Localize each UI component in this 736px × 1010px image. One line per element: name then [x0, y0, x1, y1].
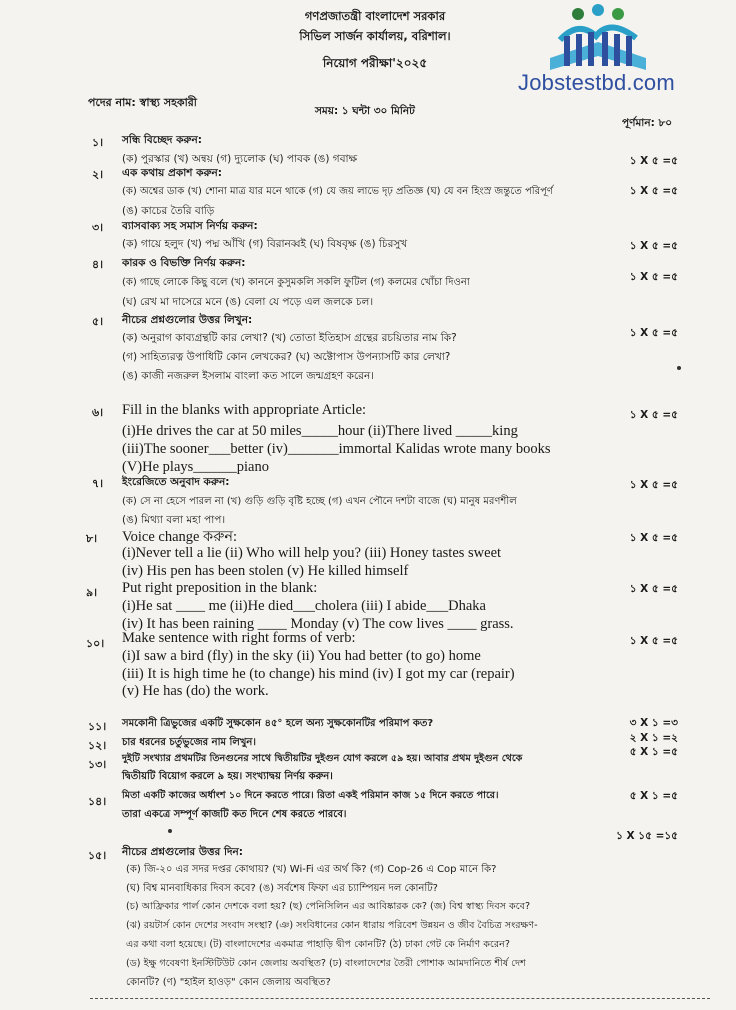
question-marks: ১ X ৫ =৫: [629, 185, 678, 197]
question-marks: ১ X ৫ =৫: [629, 240, 678, 252]
question-line: (ঙ) কাজী নজরুল ইসলাম বাংলা কত সালে জন্মগ্রহণ করেন।: [122, 370, 374, 382]
question-line: (iii) It is high time he (to change) his mind (iv) I got my car (repair): [122, 666, 515, 682]
question-number: ৫।: [92, 315, 104, 328]
question-number: ৭।: [92, 477, 104, 490]
header-govt: গণপ্রজাতন্ত্রী বাংলাদেশ সরকার: [304, 9, 446, 23]
question-number: ৬।: [92, 406, 104, 419]
question-number: ৪।: [92, 258, 104, 271]
question-title: ব্যাসবাক্য সহ সমাস নির্ণয় করুন:: [122, 220, 258, 232]
full-marks: পূর্ণমান: ৮০: [622, 117, 673, 129]
stray-mark: [677, 366, 681, 370]
question-number: ১৪।: [88, 795, 107, 808]
post-name: পদের নাম: স্বাস্থ্য সহকারী: [88, 96, 197, 109]
question-line: দ্বিতীয়টি বিয়োগ করলে ৯ হয়। সংখ্যাদ্বয় নির্ণয় করুন।: [122, 771, 333, 782]
question-line: কোনটি? (ণ) "হাইল হাওড়" কোন জেলায় অবস্থিত?: [126, 977, 331, 988]
question-marks: ১ X ৫ =৫: [629, 327, 678, 339]
question-title: নীচের প্রশ্নগুলোর উত্তর দিন:: [122, 846, 243, 858]
question-line: (ক) জি-২০ এর সদর দপ্তর কোথায়? (খ) Wi-Fi এর অর্থ কি? (গ) Cop-26 এ Cop মানে কি?: [126, 864, 497, 875]
question-marks: ১ X ৫ =৫: [629, 635, 678, 647]
question-marks: ১ X ১৫ =১৫: [616, 830, 678, 842]
question-line: (ঙ) কাচের তৈরি বাড়ি: [122, 205, 215, 217]
question-marks: ২ X ১ =২: [629, 732, 678, 744]
question-title: মিতা একটি কাজের অর্ধাংশ ১০ দিনে করতে পারে। রিতা একই পরিমান কাজ ১৫ দিনে করতে পারে।: [122, 790, 499, 801]
question-line: (ঝ) রয়টার্স কোন দেশের সংবাদ সংস্থা? (ঞ) সংবিধানের কোন ধারায় পরিবেশ উন্নয়ন ও জীব বৈচিত্র সংরক্ষণ-: [126, 920, 538, 931]
question-title: Make sentence with right forms of verb:: [122, 630, 356, 646]
question-line: (ঘ) রেখ মা দাসেরে মনে (ঙ) বেলা যে পড়ে এল জলকে চল।: [122, 296, 374, 308]
question-title: এক কথায় প্রকাশ করুন:: [122, 167, 222, 179]
question-title: নীচের প্রশ্নগুলোর উত্তর লিখুন:: [122, 314, 253, 326]
question-line: (ক) গায়ে হলুদ (খ) পদ্ম আঁখি (গ) বিরানব্বই (ঘ) বিষবৃক্ষ (ঙ) চিরসুখ: [122, 238, 408, 250]
question-marks: ১ X ৫ =৫: [629, 583, 678, 595]
question-marks: ১ X ৫ =৫: [629, 532, 678, 544]
question-line: (i)He sat ____ me (ii)He died___cholera (iii) I abide___Dhaka: [122, 598, 486, 614]
question-line: (i)I saw a bird (fly) in the sky (ii) You had better (to go) home: [122, 648, 481, 664]
question-number: ১৫।: [88, 849, 107, 862]
question-title: Put right preposition in the blank:: [122, 580, 318, 596]
question-number: ২।: [92, 168, 104, 181]
question-title: সমকোনী ত্রিভুজের একটি সুক্ষকোন ৪৫° হলে অন্য সুক্ষকোনটির পরিমাপ কত?: [122, 718, 434, 729]
exam-time: সময়: ১ ঘন্টা ৩০ মিনিট: [315, 105, 415, 117]
question-number: ১০।: [86, 637, 105, 650]
exam-title: নিয়োগ পরীক্ষা'২০২৫: [322, 56, 428, 70]
stray-mark: [168, 829, 172, 833]
question-line: (ক) পুরস্কার (খ) অন্বয় (গ) দ্যুলোক (ঘ) পাবক (ঙ) গবাক্ষ: [122, 153, 358, 165]
question-title: কারক ও বিভক্তি নির্ণয় করুন:: [122, 257, 246, 269]
question-number: ১১।: [88, 720, 107, 733]
question-line: (i)He drives the car at 50 miles_____hour (ii)There lived _____king: [122, 423, 518, 439]
header-office: সিভিল সার্জন কার্যালয়, বরিশাল।: [299, 29, 451, 43]
question-line: (iii)The sooner___better (iv)_______immortal Kalidas wrote many books: [122, 441, 551, 457]
question-line: এর কথা বলা হয়েছে। (ট) বাংলাদেশের একমাত্র পাহাড়ি দ্বীপ কোনটি? (ঠ) ঢাকা গেট কে নির্মাণ করেন?: [126, 939, 510, 950]
question-title: দুইটি সংখ্যার প্রথমটির তিনগুনের সাথে দ্বিতীয়টির দুইগুন যোগ করলে ৫৯ হয়। আবার প্রথম দুইগুন থেকে: [122, 753, 523, 764]
question-marks: ৫ X ১ =৫: [629, 746, 678, 758]
question-title: চার ধরনের চর্তুভুজের নাম লিখুন।: [122, 737, 256, 748]
question-number: ১২।: [88, 739, 107, 752]
question-line: (ঘ) বিশ্ব মানবাধিকার দিবস কবে? (ঙ) সর্বশেষ ফিফা এর চ্যাম্পিয়ন দল কোনটি?: [126, 883, 438, 894]
question-line: (i)Never tell a lie (ii) Who will help you? (iii) Honey tastes sweet: [122, 545, 502, 561]
question-line: (চ) আফ্রিকার পার্ল কোন দেশকে বলা হয়? (ছ) পেনিসিলিন এর আবিষ্কারক কে? (জ) বিশ্ব স্বাস্থ্য দিবস কবে?: [126, 901, 531, 912]
question-number: ৩।: [92, 221, 104, 234]
question-title: সন্ধি বিচ্ছেদ করুন:: [122, 134, 202, 146]
bottom-divider: [90, 998, 710, 999]
question-line: (iv) His pen has been stolen (v) He killed himself: [122, 563, 409, 579]
question-line: তারা একত্রে সম্পূর্ণ কাজটি কত দিনে শেষ করতে পারবে।: [122, 809, 347, 820]
question-line: (ক) সে না হেসে পারল না (খ) গুড়ি গুড়ি বৃষ্টি হচ্ছে (গ) এখন পৌনে দশটা বাজে (ঘ) মানুষ মরণশীল: [122, 496, 517, 507]
question-number: ৯।: [86, 586, 98, 599]
question-line: (ড) ইক্ষু গবেষণা ইনস্টিটিউট কোন জেলায় অবস্থিত? (ঢ) বাংলাদেশের তৈরী পোশাক আমদানিতে শীর্ষ দেশ: [126, 958, 526, 969]
question-line: (V)He plays______piano: [122, 459, 269, 475]
question-title: Fill in the blanks with appropriate Article:: [122, 402, 367, 418]
question-title: Voice change করুন:: [122, 529, 238, 545]
question-marks: ১ X ৫ =৫: [629, 155, 678, 167]
question-number: ১৩।: [88, 758, 107, 771]
question-number: ১।: [92, 136, 104, 149]
question-number: ৮।: [86, 532, 98, 545]
question-line: (ক) অনুরাগ কাব্যগ্রন্থটি কার লেখা? (খ) তোতা ইতিহাস গ্রন্থের রচয়িতার নাম কি?: [122, 332, 457, 344]
question-marks: ৫ X ১ =৫: [629, 790, 678, 802]
question-line: (v) He has (do) the work.: [122, 683, 269, 699]
logo-wordmark: Jobstestbd.com: [518, 70, 675, 95]
question-line: (ঙ) মিথ্যা বলা মহা পাপ।: [122, 514, 226, 526]
question-line: (iv) It has been raining ____ Monday (v) The cow lives ____ grass.: [122, 616, 514, 632]
question-marks: ১ X ৫ =৫: [629, 479, 678, 491]
question-line: (ক) গাছে লোকে কিছু বলে (খ) কাননে কুসুমকলি সকলি ফুটিল (গ) কলমের খোঁচা দিওনা: [122, 277, 470, 288]
question-line: (গ) সাহিত্যরত্ন উপাধিটি কোন লেখকের? (ঘ) অক্টোপাস উপন্যাসটি কার লেখা?: [122, 351, 451, 363]
question-marks: ১ X ৫ =৫: [629, 271, 678, 283]
question-marks: ৩ X ১ =৩: [629, 717, 678, 729]
question-line: (ক) অশ্বের ডাক (খ) শোনা মাত্র যার মনে থাকে (গ) যে জয় লাভে দৃঢ় প্রতিজ্ঞ (ঘ) যে বন হিংস্র জন্তুতে পরিপূর্ণ: [122, 186, 553, 197]
question-marks: ১ X ৫ =৫: [629, 409, 678, 421]
question-title: ইংরেজিতে অনুবাদ করুন:: [122, 476, 230, 488]
